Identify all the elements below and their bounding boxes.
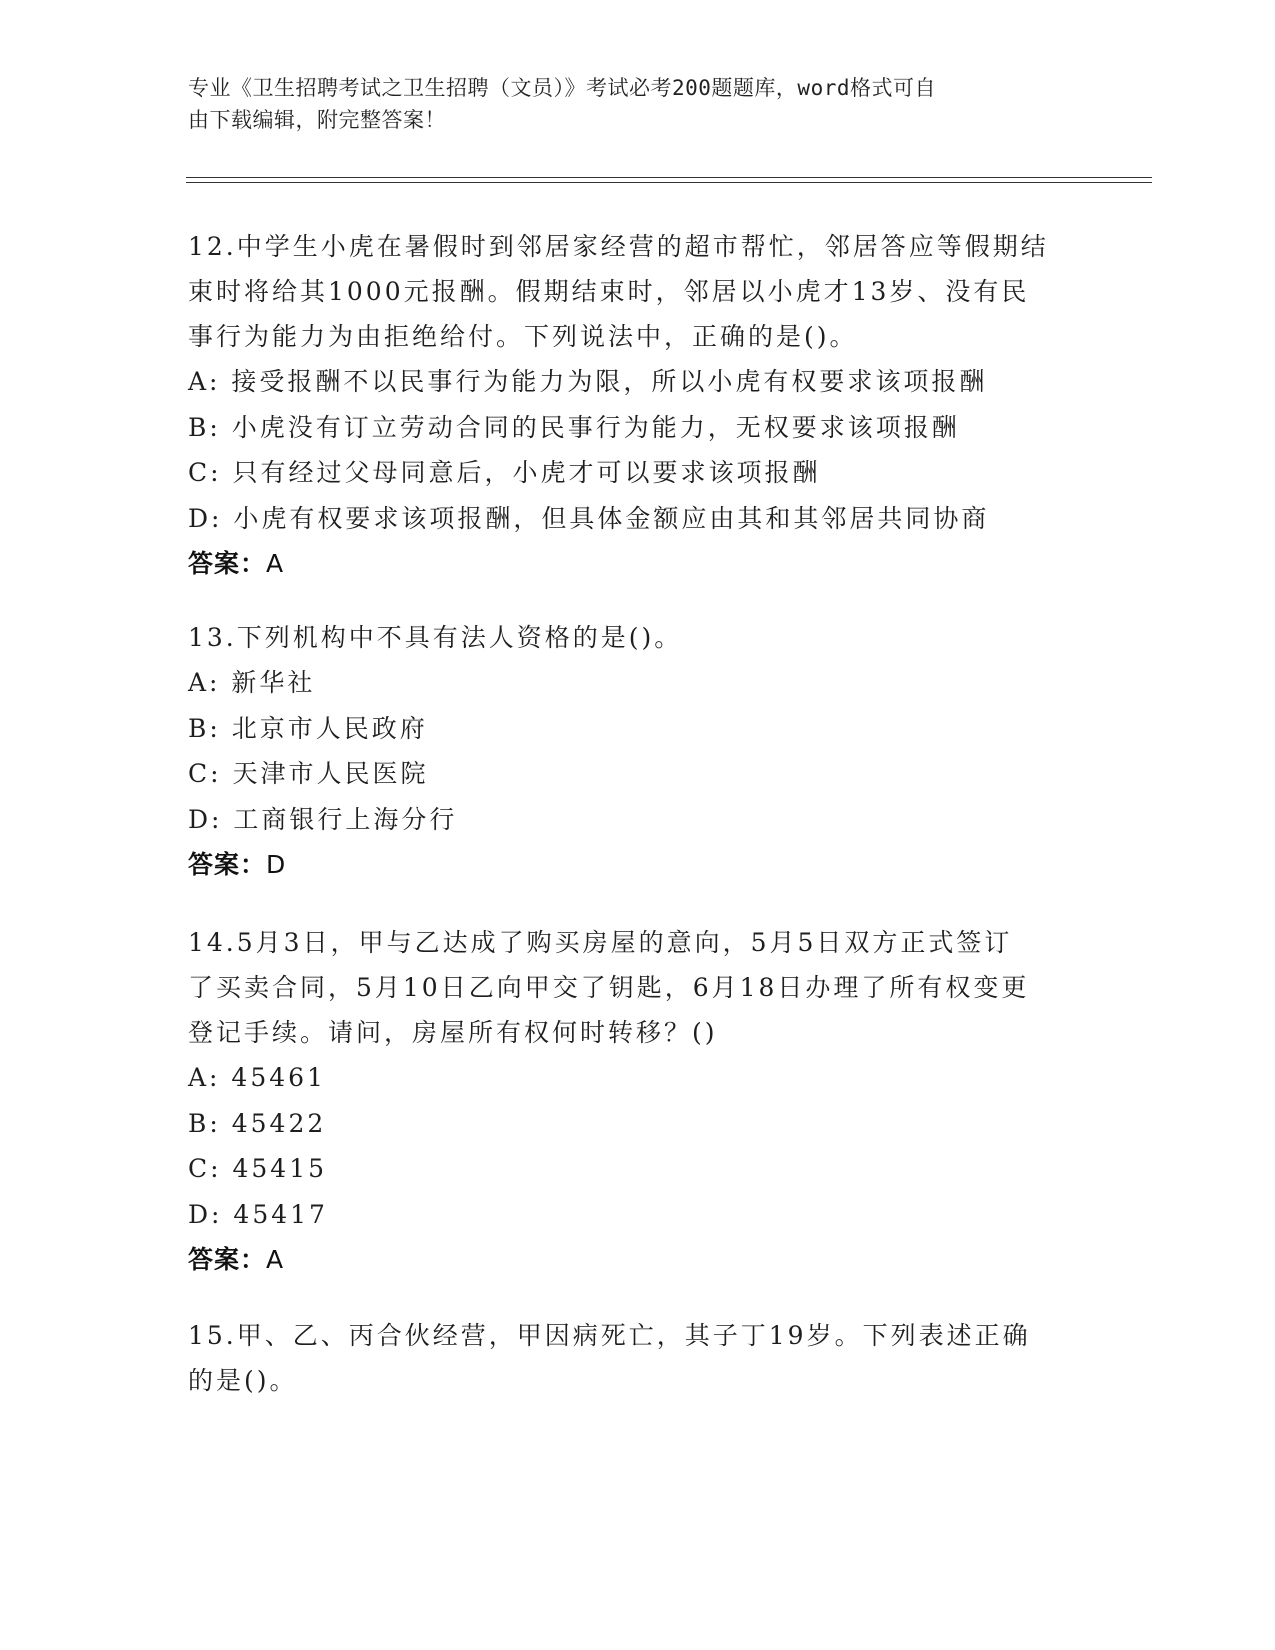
question-14 xyxy=(188,920,1088,1283)
option-a: A: 新华社 xyxy=(188,668,316,697)
question-stem-line: 束时将给其1000元报酬。假期结束时，邻居以小虎才13岁、没有民 xyxy=(188,277,1030,306)
question-stem-line: 的是()。 xyxy=(188,1366,298,1395)
option-c: C: 只有经过父母同意后，小虎才可以要求该项报酬 xyxy=(188,458,821,487)
header-line-2: 由下载编辑，附完整答案！ xyxy=(188,108,446,132)
question-stem-line: 事行为能力为由拒绝给付。下列说法中，正确的是()。 xyxy=(188,322,858,351)
header-divider-top xyxy=(186,177,1152,178)
option-d: D: 45417 xyxy=(188,1199,328,1229)
header-line-1: 专业《卫生招聘考试之卫生招聘（文员）》考试必考200题题库，word格式可自 xyxy=(188,76,936,100)
answer-value: A xyxy=(266,549,285,578)
answer-line xyxy=(188,842,1088,888)
option-b: B: 小虎没有订立劳动合同的民事行为能力，无权要求该项报酬 xyxy=(188,412,960,442)
question-13 xyxy=(188,615,1088,888)
question-stem-line: 13.下列机构中不具有法人资格的是()。 xyxy=(188,623,683,652)
option-c: C: 45415 xyxy=(188,1154,328,1183)
answer-value: D xyxy=(266,850,287,879)
answer-value: A xyxy=(266,1245,285,1274)
answer-label: 答案： xyxy=(188,1245,267,1274)
option-a: A: 45461 xyxy=(188,1063,326,1092)
question-12 xyxy=(188,224,1088,587)
question-stem-line: 登记手续。请问，房屋所有权何时转移？() xyxy=(188,1018,718,1047)
option-d: D: 小虎有权要求该项报酬，但具体金额应由其和其邻居共同协商 xyxy=(188,503,990,533)
document-header xyxy=(188,72,1068,136)
question-stem-line: 15.甲、乙、丙合伙经营，甲因病死亡，其子丁19岁。下列表述正确 xyxy=(188,1321,1031,1350)
answer-label: 答案： xyxy=(188,850,267,879)
option-d: D: 工商银行上海分行 xyxy=(188,804,458,834)
option-c: C: 天津市人民医院 xyxy=(188,759,429,788)
question-stem-line: 14.5月3日，甲与乙达成了购买房屋的意向，5月5日双方正式签订 xyxy=(188,928,1013,957)
answer-line xyxy=(188,1237,1088,1283)
question-stem-line: 12.中学生小虎在暑假时到邻居家经营的超市帮忙，邻居答应等假期结 xyxy=(188,232,1049,261)
option-b: B: 北京市人民政府 xyxy=(188,713,428,743)
option-b: B: 45422 xyxy=(188,1108,327,1138)
option-a: A: 接受报酬不以民事行为能力为限，所以小虎有权要求该项报酬 xyxy=(188,367,988,396)
question-stem-line: 了买卖合同，5月10日乙向甲交了钥匙，6月18日办理了所有权变更 xyxy=(188,973,1030,1002)
question-15 xyxy=(188,1313,1088,1403)
answer-label: 答案： xyxy=(188,549,267,578)
header-divider-bottom xyxy=(186,182,1152,183)
answer-line xyxy=(188,541,1088,587)
